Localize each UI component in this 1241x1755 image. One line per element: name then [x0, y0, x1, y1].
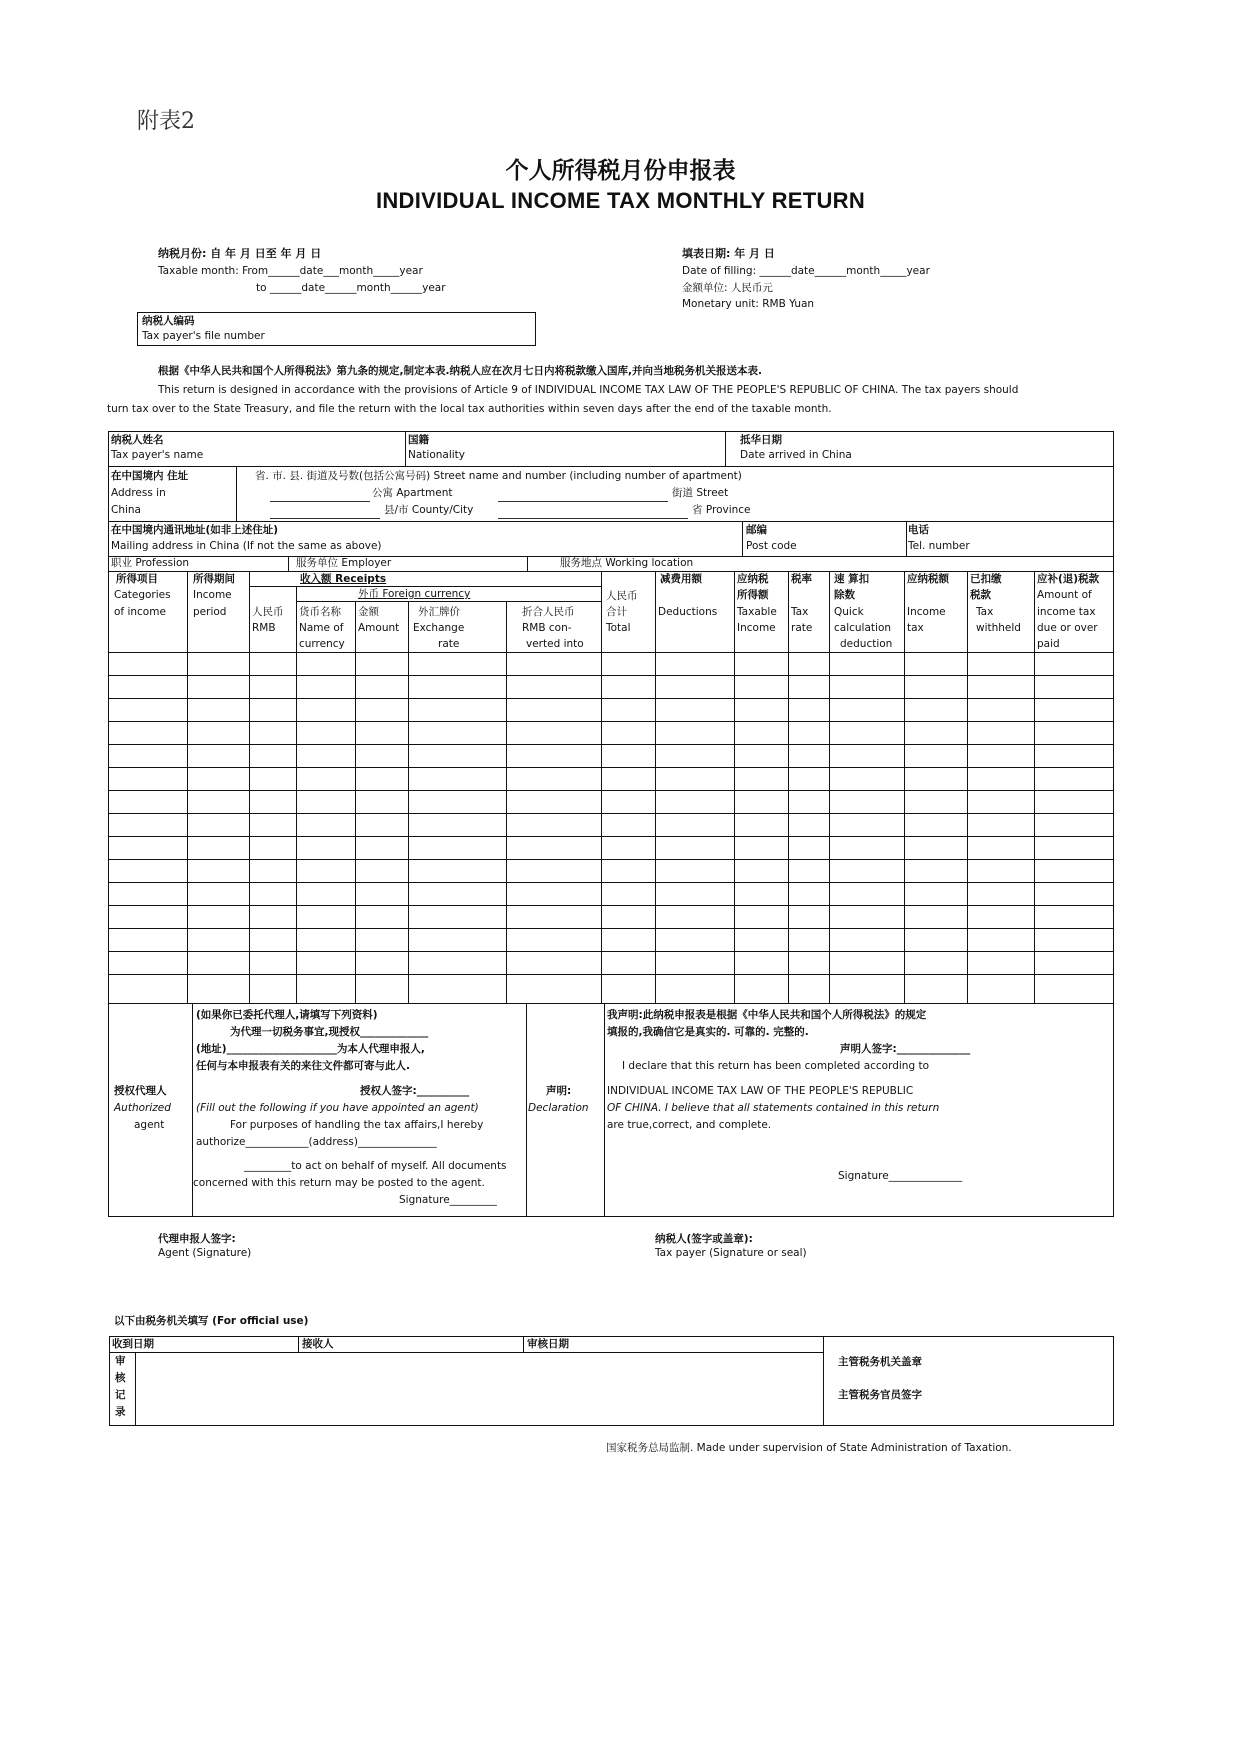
notice-cn: 根据《中华人民共和国个人所得税法》第九条的规定,制定本表.纳税人应在次月七日内将税款缴入国库,并向当地税务机关报送本表.: [158, 365, 762, 377]
address-label-en-1: Address in: [111, 487, 166, 499]
declaration-en-3: OF CHINA. I believe that all statements contained in this return: [607, 1102, 940, 1114]
col-taxable-en-2: Income: [737, 622, 776, 634]
col-amount-due-en-4: paid: [1037, 638, 1060, 650]
table-row[interactable]: [108, 675, 1114, 676]
record-char-1: 审: [115, 1355, 126, 1367]
agent-label-en-2: agent: [134, 1119, 165, 1131]
agent-cn-4: 任何与本申报表有关的来往文件都可寄与此人.: [196, 1060, 410, 1072]
agent-en-5: concerned with this return may be posted to the agent.: [193, 1177, 485, 1189]
col-total-cn-2: 合计: [606, 606, 627, 618]
receive-date-label: 收到日期: [112, 1338, 154, 1350]
record-char-4: 录: [115, 1406, 126, 1418]
declaration-cn-3[interactable]: 声明人签字:______________: [840, 1043, 971, 1055]
employer-label: 服务单位 Employer: [296, 557, 392, 569]
col-taxable-cn-2: 所得额: [737, 589, 769, 601]
col-tax-rate-en-1: Tax: [791, 606, 809, 618]
payer-name-label-cn: 纳税人姓名: [111, 434, 164, 446]
nationality-label-cn: 国籍: [408, 434, 429, 446]
agent-en-4[interactable]: _________to act on behalf of myself. All documents: [244, 1160, 507, 1172]
col-income-tax-cn: 应纳税额: [907, 573, 949, 585]
col-amount-due-en-3: due or over: [1037, 622, 1098, 634]
table-row[interactable]: [108, 744, 1114, 745]
form-title-en: INDIVIDUAL INCOME TAX MONTHLY RETURN: [375, 188, 866, 213]
table-row[interactable]: [108, 767, 1114, 768]
province-label: 省 Province: [692, 504, 751, 516]
col-tax-rate-cn: 税率: [791, 573, 812, 585]
monetary-unit-en: Monetary unit: RMB Yuan: [682, 298, 815, 310]
taxpayer-signature-cn: 纳税人(签字或盖章):: [655, 1233, 753, 1245]
agent-cn-5[interactable]: 授权人签字:__________: [360, 1085, 470, 1097]
official-use-header: 以下由税务机关填写 (For official use): [114, 1315, 309, 1327]
col-quick-deduction-en-1: Quick: [834, 606, 864, 618]
agent-en-2: For purposes of handling the tax affairs,I hereby: [230, 1119, 484, 1131]
street-label: 街道 Street: [672, 487, 729, 499]
review-date-label: 审核日期: [527, 1338, 569, 1350]
col-taxable-en-1: Taxable: [737, 606, 777, 618]
receiver-label: 接收人: [302, 1338, 334, 1350]
apartment-label: 公寓 Apartment: [372, 487, 453, 499]
file-number-label-en: Tax payer's file number: [142, 330, 265, 342]
col-income-tax-en-2: tax: [907, 622, 924, 634]
file-number-box[interactable]: [137, 312, 536, 346]
address-label-cn: 在中国境内 住址: [111, 470, 189, 482]
post-code-label-en: Post code: [746, 540, 797, 552]
file-number-label-cn: 纳税人编码: [142, 315, 195, 327]
taxable-month-cn: 纳税月份: 自 年 月 日至 年 月 日: [158, 247, 322, 260]
col-exchange-rate-cn: 外汇牌价: [418, 606, 460, 618]
notice-en-1: This return is designed in accordance with the provisions of Article 9 of INDIVIDUAL INCOME TAX LAW OF THE PEOPLE'S REPUBLIC OF CHINA. The tax payers should: [158, 384, 1019, 396]
address-line-1: 省. 市. 县. 街道及号数(包括公寓号码) Street name and number (including number of apartment): [255, 470, 742, 482]
payer-name-label-en: Tax payer's name: [111, 449, 204, 461]
tel-label-en: Tel. number: [908, 540, 970, 552]
taxpayer-signature-en: Tax payer (Signature or seal): [655, 1247, 807, 1259]
profession-label: 职业 Profession: [111, 557, 190, 569]
col-quick-deduction-cn-1: 速 算扣: [834, 573, 870, 585]
filling-date-en: Date of filling: ______date______month_____year: [682, 265, 930, 277]
declaration-en-2: INDIVIDUAL INCOME TAX LAW OF THE PEOPLE'S REPUBLIC: [607, 1085, 914, 1097]
table-row[interactable]: [108, 928, 1114, 929]
table-row[interactable]: [108, 951, 1114, 952]
filling-date-cn: 填表日期: 年 月 日: [682, 247, 775, 260]
footer-note: 国家税务总局监制. Made under supervision of State Administration of Taxation.: [606, 1442, 1012, 1454]
agent-signature[interactable]: Signature_________: [399, 1194, 497, 1206]
address-label-en-2: China: [111, 504, 141, 516]
monetary-unit-cn: 金额单位: 人民币元: [682, 282, 773, 294]
col-period-cn: 所得期间: [193, 573, 235, 585]
appendix-label: 附表2: [137, 109, 195, 134]
table-row[interactable]: [108, 790, 1114, 791]
post-code-label-cn: 邮编: [746, 524, 767, 536]
nationality-label-en: Nationality: [408, 449, 466, 461]
taxable-month-to: to ______date______month______year: [256, 282, 446, 294]
table-row[interactable]: [108, 905, 1114, 906]
col-exchange-rate-en-1: Exchange: [413, 622, 465, 634]
col-rmb-converted-en-1: RMB con-: [522, 622, 572, 634]
form-title-cn: 个人所得税月份申报表: [505, 157, 736, 184]
col-quick-deduction-cn-2: 除数: [834, 589, 855, 601]
agent-signature-en: Agent (Signature): [158, 1247, 252, 1259]
taxable-month-from: Taxable month: From______date___month_____year: [158, 265, 423, 277]
col-categories-en-2: of income: [114, 606, 166, 618]
col-tax-rate-en-2: rate: [791, 622, 813, 634]
col-taxable-cn-1: 应纳税: [737, 573, 769, 585]
declaration-signature[interactable]: Signature______________: [838, 1170, 963, 1182]
mailing-label-en: Mailing address in China (If not the same as above): [111, 540, 382, 552]
col-foreign-currency: 外币 Foreign currency: [358, 588, 471, 600]
table-row[interactable]: [108, 882, 1114, 883]
col-exchange-rate-en-2: rate: [438, 638, 460, 650]
col-income-tax-en-1: Income: [907, 606, 946, 618]
col-rmb-converted-cn: 折合人民币: [522, 606, 575, 618]
table-row[interactable]: [108, 974, 1114, 975]
agent-signature-cn: 代理申报人签字:: [158, 1233, 236, 1245]
col-withheld-en-2: withheld: [976, 622, 1021, 634]
col-amount-cn: 金额: [358, 606, 379, 618]
record-char-3: 记: [115, 1389, 126, 1401]
agent-cn-1: (如果你已委托代理人,请填写下列资料): [196, 1009, 378, 1021]
agent-en-1: (Fill out the following if you have appointed an agent): [196, 1102, 479, 1114]
declaration-cn-1: 我声明:此纳税申报表是根据《中华人民共和国个人所得税法》的规定: [607, 1009, 927, 1021]
declaration-cn-2: 填报的,我确信它是真实的. 可靠的. 完整的.: [607, 1026, 809, 1038]
agent-label-cn: 授权代理人: [114, 1085, 167, 1097]
tax-officer-signature-label: 主管税务官员签字: [838, 1389, 922, 1401]
col-currency-name-en-1: Name of: [299, 622, 344, 634]
declaration-label-en: Declaration: [528, 1102, 589, 1114]
table-row[interactable]: [108, 721, 1114, 722]
col-period-en-1: Income: [193, 589, 232, 601]
agent-cn-3: (地址)_____________________为本人代理申报人,: [196, 1043, 425, 1055]
official-use-box: [109, 1336, 1114, 1426]
col-deductions-en: Deductions: [658, 606, 718, 618]
declaration-en-1: I declare that this return has been completed according to: [622, 1060, 930, 1072]
table-row[interactable]: [108, 813, 1114, 814]
arrival-date-label-cn: 抵华日期: [740, 434, 782, 446]
col-period-en-2: period: [193, 606, 227, 618]
tax-office-seal-label: 主管税务机关盖章: [838, 1356, 922, 1368]
declaration-en-4: are true,correct, and complete.: [607, 1119, 772, 1131]
col-rmb-en: RMB: [252, 622, 276, 634]
agent-en-3[interactable]: authorize____________(address)_______________: [196, 1136, 437, 1148]
arrival-date-label-en: Date arrived in China: [740, 449, 852, 461]
agent-label-en-1: Authorized: [114, 1102, 171, 1114]
col-amount-due-cn: 应补(退)税款: [1037, 573, 1100, 585]
working-location-label: 服务地点 Working location: [560, 557, 694, 569]
county-label: 县/市 County/City: [384, 504, 474, 516]
col-rmb-cn: 人民币: [252, 606, 284, 618]
notice-en-2: turn tax over to the State Treasury, and file the return with the local tax authorities within seven days after the end of the taxable month.: [107, 403, 832, 415]
col-currency-name-en-2: currency: [299, 638, 345, 650]
record-char-2: 核: [115, 1372, 126, 1384]
table-row[interactable]: [108, 836, 1114, 837]
col-currency-name-cn: 货币名称: [299, 606, 341, 618]
col-categories-cn: 所得项目: [116, 573, 158, 585]
col-withheld-en-1: Tax: [976, 606, 994, 618]
mailing-label-cn: 在中国境内通讯地址(如非上述住址): [111, 524, 279, 536]
table-row[interactable]: [108, 698, 1114, 699]
table-row[interactable]: [108, 859, 1114, 860]
declaration-label-cn: 声明:: [546, 1085, 572, 1097]
col-categories-en-1: Categories: [114, 589, 171, 601]
col-total-en: Total: [606, 622, 631, 634]
col-quick-deduction-en-2: calculation: [834, 622, 892, 634]
agent-cn-2: 为代理一切税务事宜,现授权_____________: [230, 1026, 429, 1038]
col-amount-due-en-2: income tax: [1037, 606, 1096, 618]
col-deductions-cn: 减费用额: [660, 573, 702, 585]
col-amount-due-en-1: Amount of: [1037, 589, 1092, 601]
tel-label-cn: 电话: [908, 524, 929, 536]
col-receipts: 收入额 Receipts: [300, 573, 387, 585]
col-amount-en: Amount: [358, 622, 400, 634]
col-rmb-converted-en-2: verted into: [526, 638, 584, 650]
col-withheld-cn-2: 税款: [970, 589, 991, 601]
col-quick-deduction-en-3: deduction: [840, 638, 893, 650]
col-withheld-cn-1: 已扣缴: [970, 573, 1002, 585]
col-total-cn-1: 人民币: [606, 590, 638, 602]
